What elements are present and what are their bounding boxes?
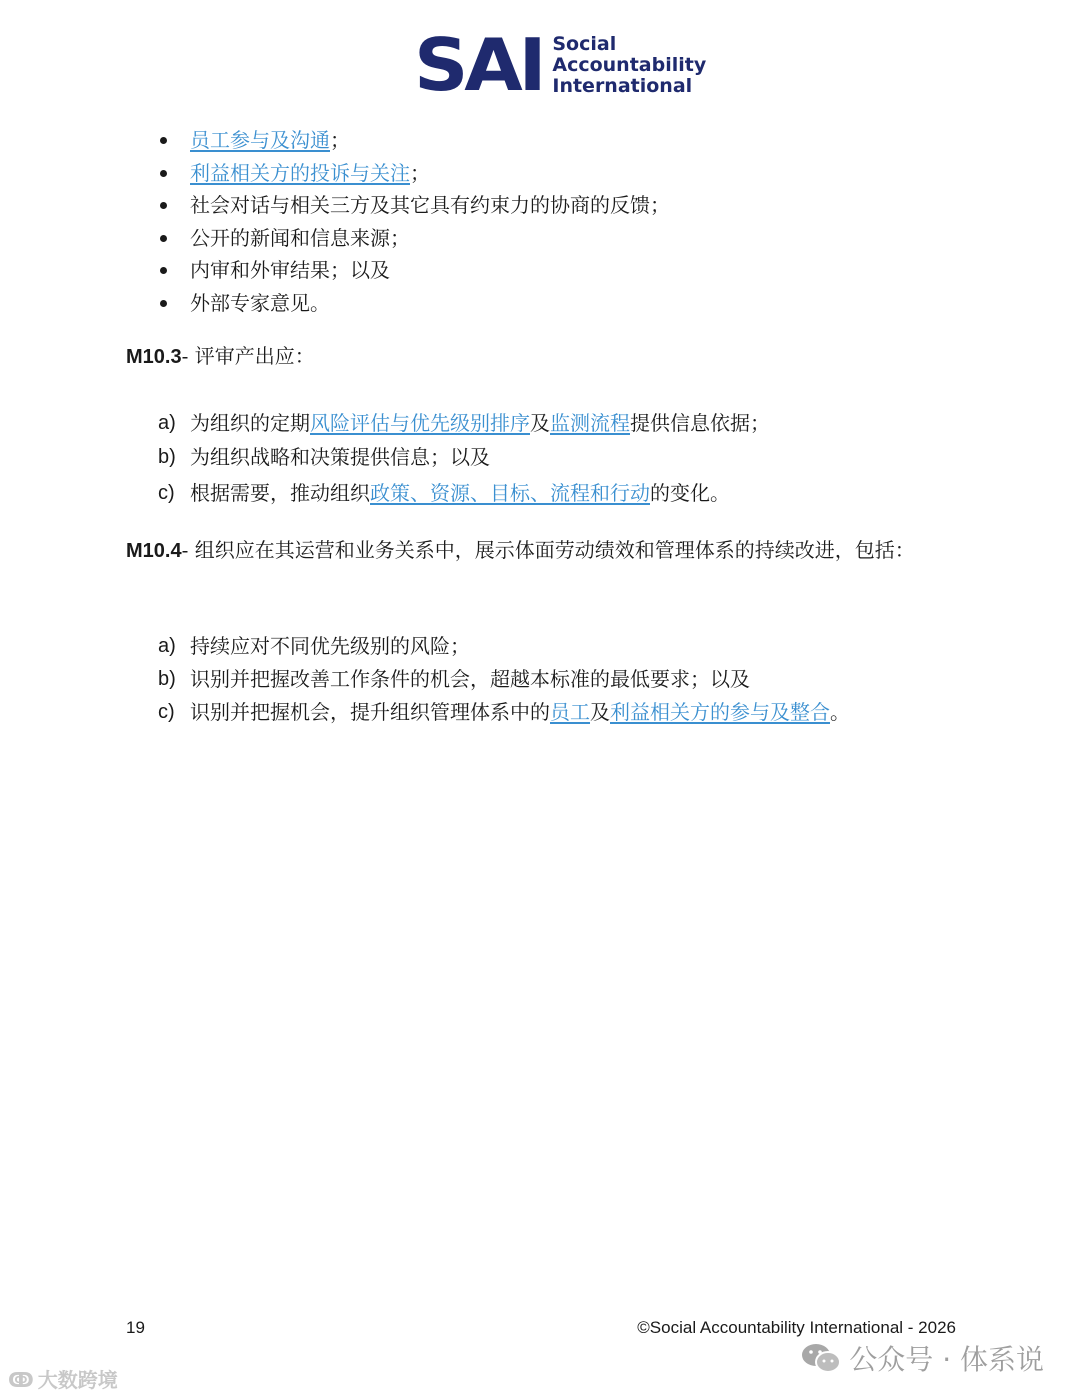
list-item [158, 476, 770, 510]
link-policy-resources[interactable]: 政策、资源、目标、流程和行动 [370, 481, 650, 505]
watermark-right-text: 公众号 · 体系说 [849, 1343, 1044, 1376]
clause-text: - 评审产出应： [181, 344, 315, 368]
clause-text: - 组织应在其运营和业务关系中，展示体面劳动绩效和管理体系的持续改进，包括： [181, 538, 915, 562]
bullet-icon [160, 170, 167, 177]
item-marker: b) [158, 446, 176, 468]
list-item-text: 内审和外审结果；以及 [190, 258, 390, 283]
item-marker: c) [158, 482, 175, 504]
logo-wordmark [552, 34, 706, 97]
clause-m10-4 [126, 534, 926, 567]
item-marker: a) [158, 635, 176, 657]
link-worker-engagement[interactable]: 员工参与及沟通 [190, 128, 330, 152]
list-item-text: 社会对话与相关三方及其它具有约束力的协商的反馈； [190, 193, 670, 218]
link-stakeholder-complaints[interactable]: 利益相关方的投诉与关注 [190, 160, 410, 185]
list-item-tail: ； [330, 128, 350, 152]
item-text: 的变化。 [650, 481, 730, 505]
watermark-left-text: 大数跨境 [37, 1368, 118, 1392]
sai-logo [414, 23, 707, 107]
list-item [160, 287, 670, 320]
logo-line-international: International [552, 74, 693, 97]
item-text: 识别并把握机会，提升组织管理体系中的 [190, 700, 550, 724]
item-text: 为组织的定期 [190, 411, 310, 435]
item-marker: a) [158, 412, 176, 434]
page-number: 19 [126, 1318, 145, 1337]
clause-code: M10.3 [126, 346, 182, 368]
list-item [158, 406, 770, 440]
wechat-icon [801, 1341, 841, 1375]
bullet-icon [160, 202, 167, 209]
link-monitoring-process[interactable]: 监测流程 [550, 411, 630, 435]
clause-code: M10.4 [126, 540, 182, 562]
clause-m10-3-items [158, 406, 770, 510]
list-item-tail: ； [410, 160, 430, 185]
link-stakeholder-engagement[interactable]: 利益相关方的参与及整合 [610, 700, 830, 724]
watermark-left [8, 1364, 118, 1393]
logo-line-social: Social [552, 32, 617, 55]
item-text: 根据需要，推动组织 [190, 481, 370, 505]
list-item [160, 124, 670, 157]
clause-m10-3 [126, 340, 926, 373]
bullet-icon [160, 235, 167, 242]
item-text: 提供信息依据； [630, 411, 770, 435]
list-item [158, 696, 850, 729]
list-item-text: 公开的新闻和信息来源； [190, 225, 410, 250]
list-item [160, 222, 670, 255]
item-text: 。 [830, 700, 850, 724]
list-item [160, 157, 670, 190]
link-risk-assessment[interactable]: 风险评估与优先级别排序 [310, 411, 530, 435]
list-item [158, 663, 850, 696]
item-text: 持续应对不同优先级别的风险； [190, 634, 470, 658]
logo-line-accountability: Accountability [552, 53, 707, 76]
item-marker: c) [158, 701, 175, 723]
logo-mark: SAI [414, 23, 543, 107]
list-item [158, 630, 850, 663]
bullet-icon [160, 137, 167, 144]
bullet-icon [160, 300, 167, 307]
item-text: 及 [530, 411, 550, 435]
watermark-logo-icon: ↂ [8, 1368, 34, 1392]
list-item-text: 外部专家意见。 [190, 290, 330, 315]
item-text: 及 [590, 700, 610, 724]
footer-copyright: ©Social Accountability International - 2026 [637, 1318, 956, 1337]
link-workers[interactable]: 员工 [550, 700, 590, 724]
list-item [160, 254, 670, 287]
watermark-right [801, 1338, 1044, 1378]
list-item [160, 189, 670, 222]
list-item [158, 440, 770, 476]
clause-m10-4-items [158, 630, 850, 729]
input-sources-list [160, 124, 670, 320]
item-text: 为组织战略和决策提供信息；以及 [190, 445, 490, 469]
item-text: 识别并把握改善工作条件的机会，超越本标准的最低要求；以及 [190, 667, 750, 691]
bullet-icon [160, 267, 167, 274]
item-marker: b) [158, 668, 176, 690]
